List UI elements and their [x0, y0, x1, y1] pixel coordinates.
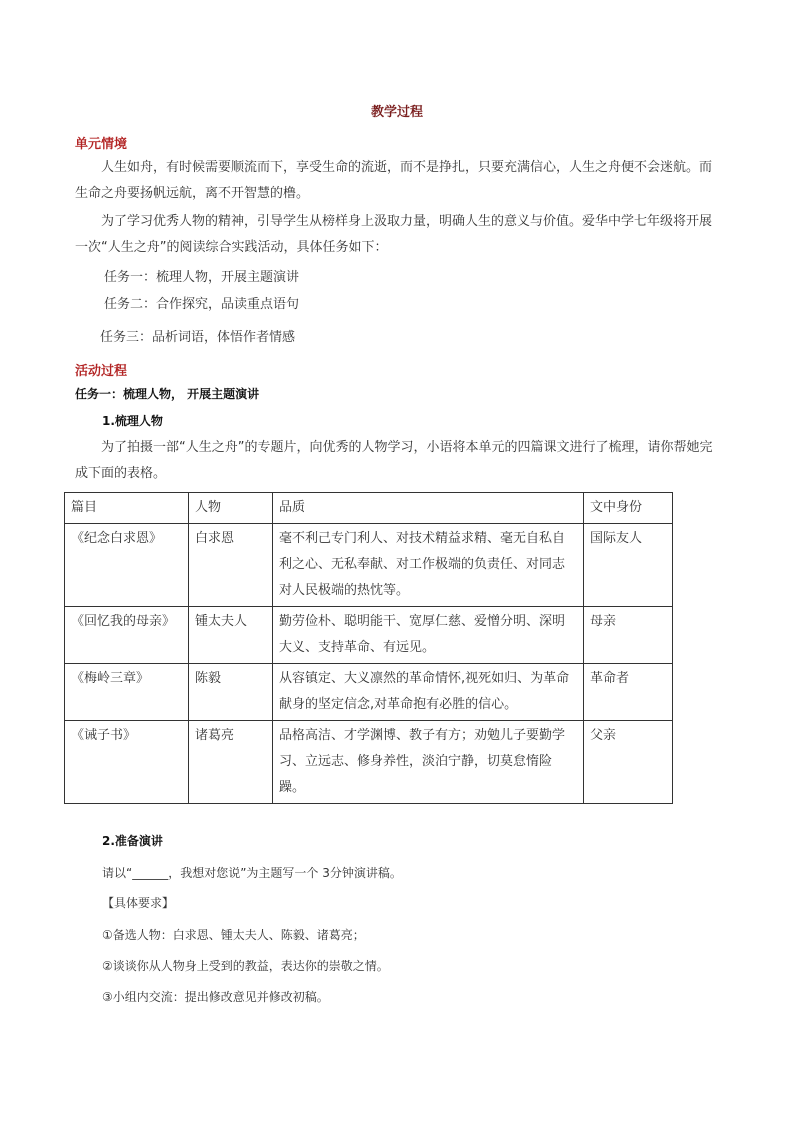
task-item-2: 任务二：合作探究，品读重点语句 [104, 297, 300, 312]
requirement-item-2: ②谈谈你从人物身上受到的教益，表达你的崇敬之情。 [102, 959, 389, 973]
table-header-row [65, 493, 673, 524]
table-row [65, 721, 673, 804]
table-row [65, 524, 673, 607]
table-cell: 《纪念白求恩》 [65, 524, 189, 607]
table-header-cell: 人物 [189, 493, 273, 524]
page-title: 教学过程 [370, 105, 423, 120]
task-item-3: 任务三：品析词语，体悟作者情感 [100, 330, 296, 345]
subheading-sort-characters: 1.梳理人物 [102, 414, 163, 428]
table-row [65, 664, 673, 721]
requirements-heading: 【具体要求】 [102, 896, 175, 910]
table-cell: 革命者 [584, 664, 673, 721]
table-cell: 勤劳俭朴、聪明能干、宽厚仁慈、爱憎分明、深明大义、支持革命、有远见。 [273, 607, 584, 664]
table-cell: 《诫子书》 [65, 721, 189, 804]
table-header-cell: 品质 [273, 493, 584, 524]
table-cell: 诸葛亮 [189, 721, 273, 804]
task-item-1: 任务一：梳理人物，开展主题演讲 [104, 270, 300, 285]
table-cell: 《梅岭三章》 [65, 664, 189, 721]
table-header-cell: 文中身份 [584, 493, 673, 524]
intro-paragraph-2: 为了学习优秀人物的精神，引导学生从榜样身上汲取力量，明确人生的意义与价值。爱华中学七年级将开展一次“人生之舟”的阅读综合实践活动，具体任务如下： [75, 214, 713, 255]
intro-paragraph-1: 人生如舟，有时候需要顺流而下，享受生命的流逝，而不是挣扎，只要充满信心，人生之舟便不会迷航。而生命之舟要扬帆远航，离不开智慧的橹。 [75, 160, 713, 201]
requirement-item-1: ①备选人物：白求恩、锺太夫人、陈毅、诸葛亮； [102, 928, 365, 942]
task-one-heading: 任务一：梳理人物， 开展主题演讲 [75, 387, 260, 401]
table-cell: 从容镇定、大义凛然的革命情怀,视死如归、为革命献身的坚定信念,对革命抱有必胜的信心。 [273, 664, 584, 721]
table-cell: 《回忆我的母亲》 [65, 607, 189, 664]
table-cell: 毫不利己专门利人、对技术精益求精、毫无自私自利之心、无私奉献、对工作极端的负责任、对同志对人民极端的热忱等。 [273, 524, 584, 607]
requirement-item-3: ③小组内交流：提出修改意见并修改初稿。 [102, 990, 329, 1004]
table-cell: 品格高洁、才学渊博、教子有方；劝勉儿子要勤学习、立远志、修身养性，淡泊宁静，切莫怠惰险躁。 [273, 721, 584, 804]
section-heading-unit-context: 单元情境 [75, 137, 128, 152]
table-cell: 母亲 [584, 607, 673, 664]
subheading-prepare-speech: 2.准备演讲 [102, 834, 163, 848]
table-row [65, 607, 673, 664]
table-cell: 锺太夫人 [189, 607, 273, 664]
table-header-cell: 篇目 [65, 493, 189, 524]
sort-instruction-text: 为了拍摄一部“人生之舟”的专题片，向优秀的人物学习，小语将本单元的四篇课文进行了梳理，请你帮她完成下面的表格。 [75, 440, 713, 481]
section-heading-activity: 活动过程 [75, 364, 128, 379]
character-table [64, 492, 673, 804]
table-cell: 陈毅 [189, 664, 273, 721]
table-cell: 父亲 [584, 721, 673, 804]
table-cell: 白求恩 [189, 524, 273, 607]
speech-prompt-text: 请以“______，我想对您说”为主题写一个 3分钟演讲稿。 [102, 866, 402, 880]
table-cell: 国际友人 [584, 524, 673, 607]
